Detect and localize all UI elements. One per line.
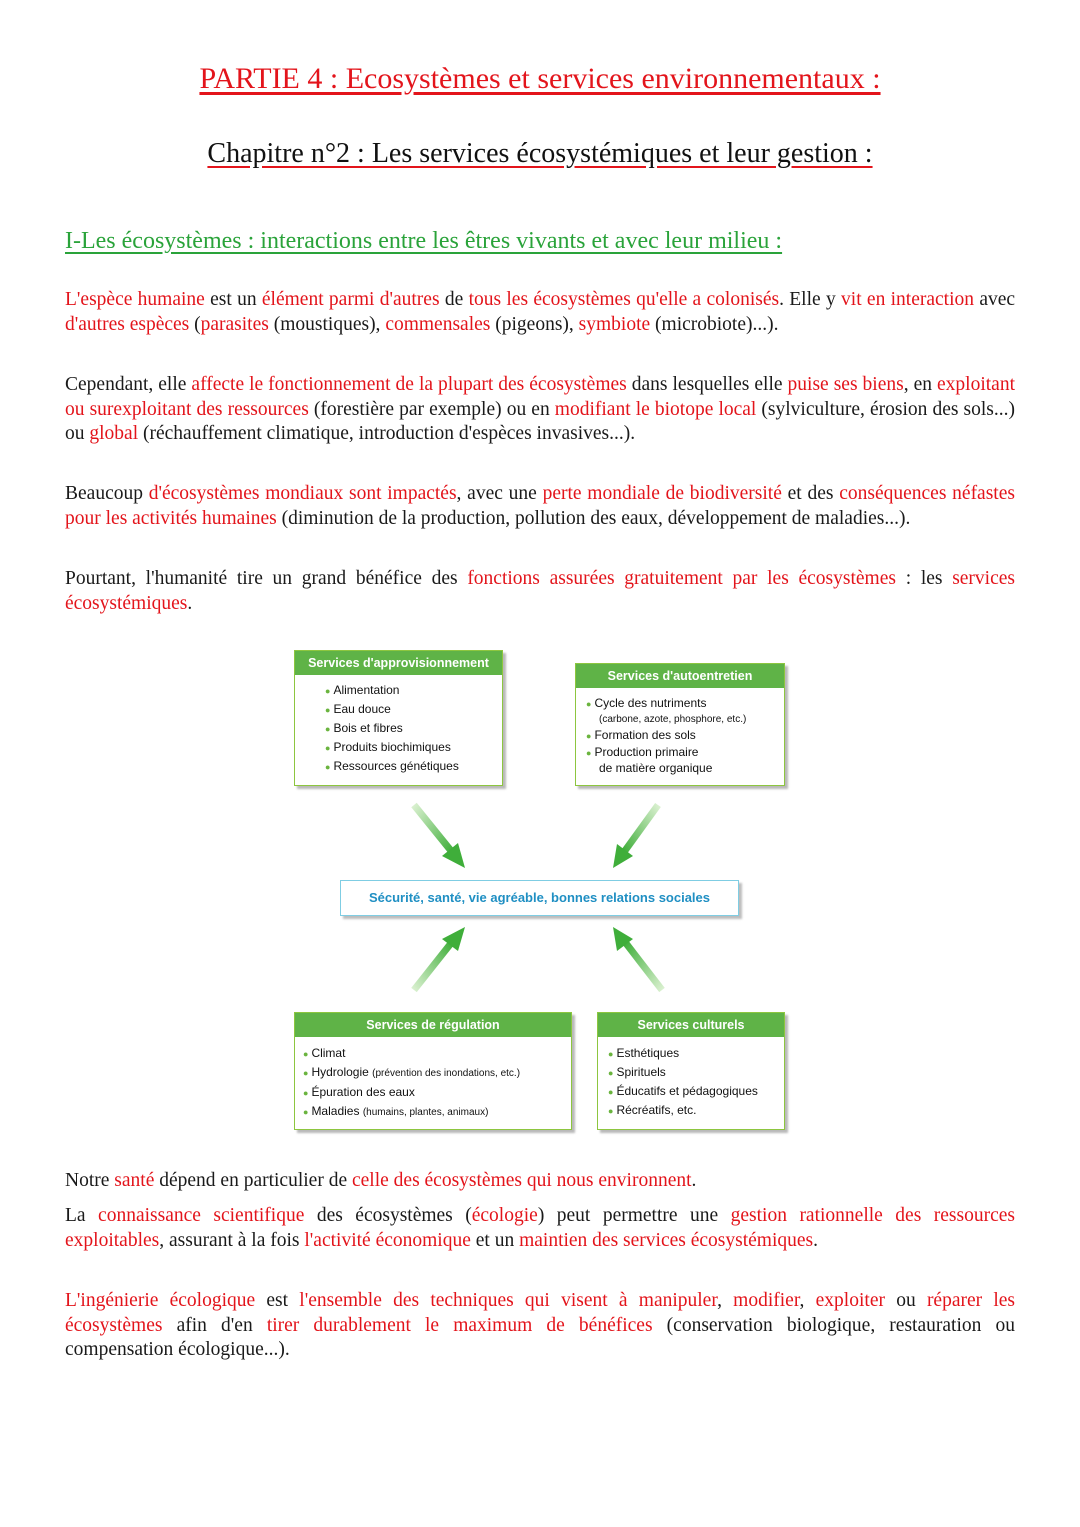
p1-s14: (pigeons), [490,313,579,335]
arrow-down-left-icon [613,805,658,868]
p5-s1: Notre [65,1170,115,1191]
p1-s9: d'autres espèces [65,313,190,335]
p2-s1: Cependant, elle [65,374,192,395]
p7-s5: modifier [733,1290,800,1311]
list-item: ● Alimentation [325,681,502,700]
p6-s5: ) peut permettre une [537,1205,731,1226]
p1-s16: (microbiote)...). [650,313,779,335]
p3-s7: (diminution de la production, pollution des eaux, développement de maladies...). [276,507,911,529]
list-item: ● Ressources génétiques [325,757,502,776]
list-item: ● Formation des sols [586,727,784,745]
p2-s8: modifiant le biotope local [554,398,757,420]
list-item: ● Épuration des eaux [303,1083,571,1102]
p6-s3: des écosystèmes ( [304,1205,472,1226]
p6-s7: , assurant à la fois [159,1229,305,1251]
p7-s12: (conservation biologique, restauration ou compensation écologique...). [65,1314,1015,1361]
list-item: ● Esthétiques [608,1044,784,1063]
p2-s2: affecte le fonctionnement de la plupart des écosystèmes [191,374,627,395]
page-title: PARTIE 4 : Ecosystèmes et services environnementaux : [199,62,881,95]
p4-s5: . [187,592,193,614]
p7-s11: tirer durablement le maximum de bénéfices [266,1314,653,1336]
p3-s4: perte mondiale de biodiversité [542,483,782,504]
p7-s2: est [255,1290,300,1311]
p6-s10: maintien des services écosystémiques [519,1229,814,1251]
p7-s4: , [717,1290,734,1311]
p1-s6: . Elle y [779,289,842,310]
list-item: ● Bois et fibres [325,719,502,738]
p5-s2: santé [114,1170,155,1191]
p7-s1: L'ingénierie écologique [65,1290,256,1311]
list-item: ● Eau douce [325,700,502,719]
p5-s4: celle des écosystèmes qui nous environnent [351,1170,692,1191]
list-item-note: (carbone, azote, phosphore, etc.) [599,714,747,725]
p1-s5: tous les écosystèmes qu'elle a colonisés [468,289,780,310]
p3-s5: et des [781,483,840,504]
p1-s15: symbiote [578,313,651,335]
list-item: ● Spirituels [608,1063,784,1082]
hydrology-label: Hydrologie [311,1065,369,1079]
paragraph-7 [65,1289,1015,1363]
p1-s7: vit en interaction [841,289,975,310]
p2-s5: , en [903,374,938,395]
p5-s5: . [691,1170,697,1191]
p4-s4: services écosystémiques [65,568,1015,614]
p7-s3: l'ensemble des techniques qui visent à manipuler [299,1290,718,1311]
p3-s2: d'écosystèmes mondiaux sont impactés [148,483,457,504]
p6-s11: . [813,1229,818,1251]
paragraph-6 [65,1204,1015,1253]
p2-s7: (forestière par exemple) ou en [308,398,555,420]
p4-s2: fonctions assurées gratuitement par les écosystèmes [467,568,896,589]
p4-s1: Pourtant, l'humanité tire un grand bénéfice des [65,568,468,589]
p2-s3: dans lesquelles elle [626,374,788,395]
p3-s1: Beaucoup [65,483,149,504]
p6-s6: gestion rationnelle des ressources exploitables [65,1205,1015,1251]
p6-s4: écologie [471,1205,538,1226]
p2-s11: (réchauffement climatique, introduction d'espèces invasives...). [138,423,636,445]
disease-note: (humains, plantes, animaux) [362,1107,489,1118]
p2-s10: global [89,423,139,445]
p3-s6: conséquences néfastes pour les activités humaines [65,483,1015,529]
chapter-title: Chapitre n°2 : Les services écosystémiques et leur gestion : [207,138,873,169]
list-item: ● Production primaire [586,745,784,761]
p1-s10: ( [189,313,201,335]
p1-s13: commensales [385,313,491,335]
p6-s9: et un [470,1229,520,1251]
p7-s7: exploiter [815,1290,885,1311]
p7-s6: , [799,1290,816,1311]
p1-s2: est un [204,289,262,310]
paragraph-5 [65,1169,1015,1194]
p1-s1: L'espèce humaine [65,289,205,310]
p2-s4: puise ses biens [787,374,904,395]
p6-s8: l'activité économique [304,1229,471,1251]
list-item: ● Éducatifs et pédagogiques [608,1082,784,1101]
p1-s8: avec [974,289,1016,310]
list-item: ● Produits biochimiques [325,738,502,757]
p6-s2: connaissance scientifique [98,1205,305,1226]
p1-s11: parasites [200,313,269,335]
list-item: ● Climat [303,1044,571,1063]
list-item-cont: de matière organique [599,761,713,775]
provisioning-title: Services d'approvisionnement [295,651,502,675]
center-box: Sécurité, santé, vie agréable, bonnes relations sociales [340,880,739,916]
section-heading: I-Les écosystèmes : interactions entre les êtres vivants et avec leur milieu : [65,228,783,254]
p5-s3: dépend en particulier de [154,1170,352,1191]
p4-s3: : les [895,568,953,589]
p6-s1: La [65,1205,99,1226]
disease-label: Maladies [311,1104,360,1118]
p2-s6: exploitant ou surexploitant des ressources [65,374,1015,420]
arrow-down-right-icon [414,805,465,868]
arrow-up-left-icon [613,927,662,990]
p2-s9: (sylviculture, érosion des sols...) ou [65,398,1015,445]
p1-s12: (moustiques), [268,313,386,335]
p1-s3: élément parmi d'autres [261,289,440,310]
hydrology-note: (prévention des inondations, etc.) [372,1068,521,1079]
support-title: Services d'autoentretien [576,664,784,688]
list-item: ● Récréatifs, etc. [608,1101,784,1120]
p7-s8: ou [884,1290,927,1311]
p1-s4: de [439,289,469,310]
p3-s3: , avec une [456,483,543,504]
regulation-title: Services de régulation [295,1013,571,1037]
arrow-up-right-icon [414,927,465,990]
p7-s9: réparer les écosystèmes [65,1290,1016,1336]
p7-s10: afin d'en [162,1314,267,1336]
list-item: ● Cycle des nutriments [586,696,784,712]
cultural-title: Services culturels [598,1013,784,1037]
